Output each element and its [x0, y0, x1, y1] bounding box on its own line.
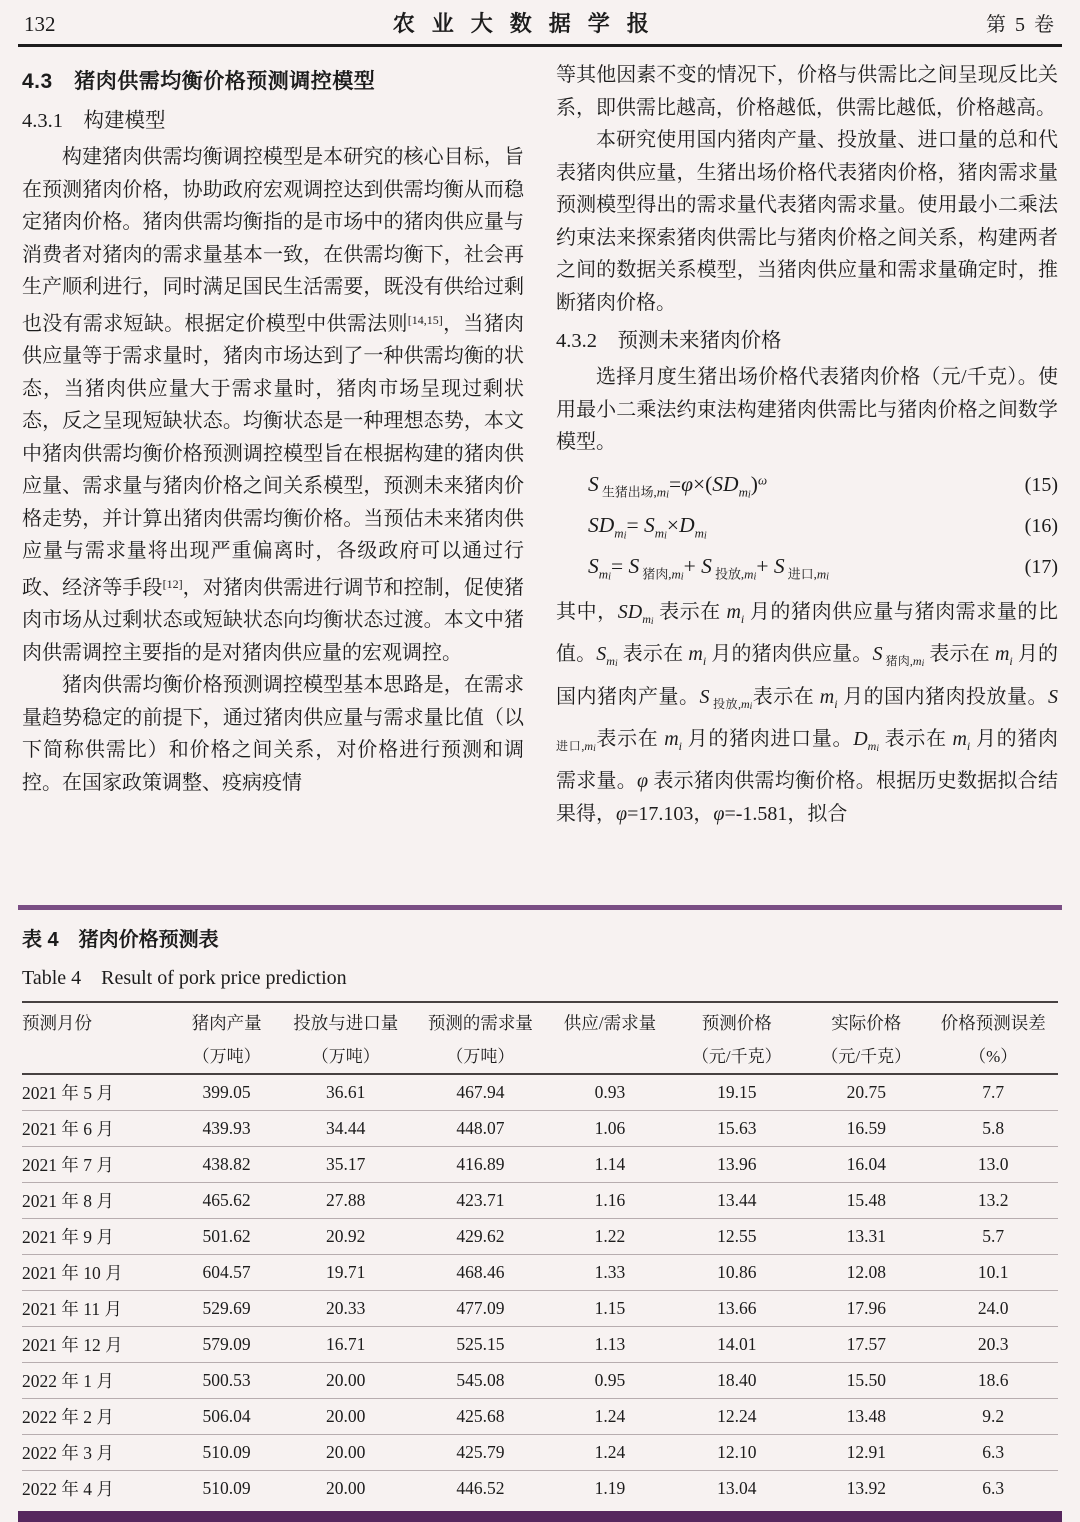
table-cell: 13.66	[717, 1298, 757, 1318]
table-cell: 10.1	[977, 1262, 1009, 1282]
left-column	[22, 59, 524, 905]
table-cell: 525.15	[456, 1334, 505, 1354]
table-cell: 0.93	[594, 1082, 626, 1102]
subsection-heading-4-3-1: 4.3.1 构建模型	[22, 110, 166, 132]
table-cell: 2021 年 11 月	[22, 1299, 122, 1319]
table-cell: 604.57	[202, 1262, 251, 1282]
equation-16	[556, 513, 1058, 541]
table-cell: 2021 年 8 月	[22, 1191, 114, 1211]
table-cell: 1.22	[594, 1226, 626, 1246]
table-cell: 423.71	[456, 1190, 505, 1210]
table-cell: 20.00	[326, 1370, 366, 1390]
table-cell: 1.16	[594, 1190, 626, 1210]
table-cell: 20.92	[326, 1226, 366, 1246]
table-cell: 1.15	[594, 1298, 626, 1318]
table-cell: 20.3	[977, 1334, 1009, 1354]
column-header: 价格预测误差 （%）	[940, 1013, 1046, 1066]
table-cell: 17.57	[846, 1334, 886, 1354]
section-heading-4-3: 4.3 猪肉供需均衡价格预测调控模型	[22, 70, 376, 93]
table-cell: 36.61	[326, 1082, 366, 1102]
pork-price-prediction-table	[22, 1001, 1058, 1506]
subsection-heading-4-3-2: 4.3.2 预测未来猪肉价格	[556, 330, 782, 352]
equation-17-number: (17)	[1024, 556, 1058, 579]
table-cell: 5.8	[982, 1118, 1005, 1138]
page-header	[0, 0, 1080, 38]
table-cell: 20.33	[326, 1298, 366, 1318]
table-cell: 0.95	[594, 1370, 626, 1390]
equation-15	[556, 472, 1058, 500]
table-cell: 35.17	[326, 1154, 366, 1174]
table-cell: 13.48	[846, 1406, 886, 1426]
table-cell: 12.55	[717, 1226, 757, 1246]
table-cell: 12.10	[717, 1442, 757, 1462]
table-cell: 20.00	[326, 1406, 366, 1426]
equation-15-body: S $_{生猪出场,mi}=\varphi\times(SD_{mi})^\omega$	[588, 471, 768, 500]
table-cell: 1.14	[594, 1154, 626, 1174]
table-cell: 501.62	[202, 1226, 251, 1246]
table-cell: 15.50	[846, 1370, 886, 1390]
table-cell: 510.09	[202, 1442, 251, 1462]
table-top-rule	[18, 905, 1062, 910]
table-cell: 20.00	[326, 1478, 366, 1498]
table-cell: 7.7	[982, 1082, 1005, 1102]
table-cell: 1.06	[594, 1118, 626, 1138]
table-cell: 19.15	[717, 1082, 757, 1102]
table-row	[22, 1291, 1058, 1327]
page-number: 132	[24, 12, 56, 36]
table-title-zh: 表 4 猪肉价格预测表	[22, 929, 219, 951]
column-header: 供应/需求量	[563, 1013, 657, 1033]
table-cell: 13.2	[977, 1190, 1009, 1210]
right-column	[556, 59, 1058, 905]
table-cell: 13.44	[717, 1190, 757, 1210]
table-cell: 439.93	[202, 1118, 251, 1138]
paragraph-model-construction: 构建猪肉供需均衡调控模型是本研究的核心目标，旨在预测猪肉价格，协助政府宏观调控达到供需均衡从而稳定猪肉价格。猪肉供需均衡指的是市场中的猪肉供应量与消费者对猪肉的需求量基本一致，在供需均衡下，社会再生产顺利进行，同时满足国民生活需要，既没有供给过剩也没有需求短缺。根据定价模型中供需法则[14,15]，当猪肉供应量等于需求量时，猪肉市场达到了一种供需均衡的状态，当猪肉供应量大于需求量时，猪肉市场呈现过剩状态，反之呈现短缺状态。均衡状态是一种理想态势，本文中猪肉供需均衡价格预测调控模型旨在根据构建的猪肉供应量、需求量与猪肉价格之间关系模型，预测未来猪肉价格走势，并计算出猪肉供需均衡价格。当预估未来猪肉供应量与需求量将出现严重偏离时，各级政府可以通过行政、经济等手段[12]，对猪肉供需进行调节和控制，促使猪肉市场从过剩状态或短缺状态向均衡状态过渡。本文中猪肉供需调控主要指的是对猪肉供应量的宏观调控。	[22, 146, 525, 664]
table-cell: 16.59	[846, 1118, 886, 1138]
paragraph-price-model: 选择月度生猪出场价格代表猪肉价格（元/千克）。使用最小二乘法约束法构建猪肉供需比与猪肉价格之间数学模型。	[556, 366, 1058, 453]
table-cell: 16.71	[326, 1334, 366, 1354]
table-cell: 2021 年 10 月	[22, 1263, 123, 1283]
table-row	[22, 1255, 1058, 1291]
table-cell: 416.89	[456, 1154, 505, 1174]
table-cell: 467.94	[456, 1082, 505, 1102]
table-header	[22, 1002, 1058, 1074]
table-cell: 6.3	[982, 1442, 1005, 1462]
column-header: 猪肉产量 （万吨）	[191, 1013, 262, 1066]
table-cell: 510.09	[202, 1478, 251, 1498]
table-cell: 1.19	[594, 1478, 626, 1498]
table-cell: 15.63	[717, 1118, 757, 1138]
table-row	[22, 1471, 1058, 1507]
equation-16-number: (16)	[1024, 514, 1058, 537]
table-cell: 2021 年 7 月	[22, 1155, 114, 1175]
table-cell: 18.40	[717, 1370, 757, 1390]
table-cell: 425.79	[456, 1442, 505, 1462]
table-cell: 20.00	[326, 1442, 366, 1462]
table-row	[22, 1363, 1058, 1399]
column-header: 预测月份	[22, 1013, 92, 1033]
table-cell: 5.7	[982, 1226, 1005, 1246]
table-cell: 13.0	[977, 1154, 1009, 1174]
table-cell: 438.82	[202, 1154, 251, 1174]
table-cell: 2021 年 9 月	[22, 1227, 114, 1247]
table-cell: 429.62	[456, 1226, 505, 1246]
table-cell: 34.44	[326, 1118, 366, 1138]
table-row	[22, 1327, 1058, 1363]
table-cell: 6.3	[982, 1478, 1005, 1498]
table-cell: 9.2	[982, 1406, 1005, 1426]
table-cell: 1.13	[594, 1334, 626, 1354]
table-cell: 1.33	[594, 1262, 626, 1282]
paragraph-model-idea: 猪肉供需均衡价格预测调控模型基本思路是，在需求量趋势稳定的前提下，通过猪肉供应量与需求量比值（以下简称供需比）和价格之间关系，对价格进行预测和调控。在国家政策调整、疫病疫情	[22, 674, 524, 794]
table-section	[0, 923, 1080, 1506]
table-cell: 1.24	[594, 1442, 626, 1462]
table-cell: 19.71	[326, 1262, 366, 1282]
table-cell: 12.24	[717, 1406, 757, 1426]
equation-15-number: (15)	[1024, 473, 1058, 496]
table-cell: 448.07	[456, 1118, 505, 1138]
table-cell: 579.09	[202, 1334, 251, 1354]
column-header: 实际价格 （元/千克）	[821, 1013, 912, 1066]
table-cell: 14.01	[717, 1334, 757, 1354]
table-cell: 13.31	[846, 1226, 886, 1246]
table-row	[22, 1219, 1058, 1255]
table-cell: 2022 年 3 月	[22, 1443, 114, 1463]
table-row	[22, 1147, 1058, 1183]
table-cell: 468.46	[456, 1262, 505, 1282]
table-title-en: Table 4 Result of pork price prediction	[22, 967, 347, 989]
table-row	[22, 1399, 1058, 1435]
equation-16-body: $SD_{mi}= S_{mi}\times D_{mi}$	[588, 512, 707, 542]
table-cell: 20.75	[846, 1082, 886, 1102]
table-cell: 13.96	[717, 1154, 757, 1174]
table-cell: 465.62	[202, 1190, 251, 1210]
table-cell: 399.05	[202, 1082, 251, 1102]
table-cell: 27.88	[326, 1190, 366, 1210]
table-row	[22, 1183, 1058, 1219]
volume-label: 第 5 卷	[985, 14, 1056, 36]
table-cell: 16.04	[846, 1154, 886, 1174]
table-bottom-rule	[18, 1511, 1062, 1522]
paragraph-inverse-relation: 等其他因素不变的情况下，价格与供需比之间呈现反比关系，即供需比越高，价格越低，供需比越低，价格越高。	[556, 64, 1058, 119]
table-body	[22, 1074, 1058, 1506]
table-cell: 545.08	[456, 1370, 505, 1390]
table-cell: 13.92	[846, 1478, 886, 1498]
table-row	[22, 1435, 1058, 1471]
column-header: 预测价格 （元/千克）	[691, 1013, 782, 1066]
table-cell: 13.04	[717, 1478, 757, 1498]
table-cell: 2021 年 6 月	[22, 1119, 114, 1139]
table-cell: 18.6	[977, 1370, 1009, 1390]
header-row	[22, 1002, 1058, 1074]
table-cell: 2022 年 4 月	[22, 1479, 114, 1499]
paragraph-symbol-definitions: 其中，$SD_{mi}$ 表示在 $m_i$ 月的猪肉供应量与猪肉需求量的比值。$S_{mi}$ 表示在 $m_i$ 月的猪肉供应量。S $_{猪肉,mi}$ 表示在 $m_i$ 月的国内猪肉产量。S $_{投放,mi}$表示在 $m_i$ 月的国内猪肉投放量。S $_{进口,mi}$表示在 $m_i$ 月的猪肉进口量。$D_{mi}$ 表示在 $m_i$ 月的猪肉需求量。φ 表示猪肉供需均衡价格。根据历史数据拟合结果得，φ=17.103，φ=-1.581，拟合	[556, 600, 1059, 825]
table-cell: 425.68	[456, 1406, 505, 1426]
table-cell: 2022 年 1 月	[22, 1371, 114, 1391]
table-cell: 446.52	[456, 1478, 505, 1498]
table-row	[22, 1074, 1058, 1111]
table-cell: 2021 年 12 月	[22, 1335, 123, 1355]
table-row	[22, 1111, 1058, 1147]
table-cell: 500.53	[202, 1370, 251, 1390]
paragraph-data-sources: 本研究使用国内猪肉产量、投放量、进口量的总和代表猪肉供应量，生猪出场价格代表猪肉价格，猪肉需求量预测模型得出的需求量代表猪肉需求量。使用最小二乘法约束法来探索猪肉供需比与猪肉价格之间关系，构建两者之间的数据关系模型，当猪肉供应量和需求量确定时，推断猪肉价格。	[556, 129, 1058, 314]
equation-17-body: $S_{mi}= S$ $_{猪肉,mi}$+ S $_{投放,mi}$+ S $_{进口,mi}$	[588, 554, 829, 583]
table-cell: 2022 年 2 月	[22, 1407, 114, 1427]
table-cell: 506.04	[202, 1406, 251, 1426]
table-cell: 10.86	[717, 1262, 757, 1282]
journal-title: 农业大数据学报	[392, 11, 666, 36]
table-cell: 12.08	[846, 1262, 886, 1282]
table-cell: 15.48	[846, 1190, 886, 1210]
table-cell: 17.96	[846, 1298, 886, 1318]
article-body	[0, 47, 1080, 905]
equation-17	[556, 554, 1058, 582]
table-cell: 1.24	[594, 1406, 626, 1426]
table-cell: 12.91	[846, 1442, 886, 1462]
column-header: 预测的需求量 （万吨）	[427, 1013, 533, 1066]
column-header: 投放与进口量 （万吨）	[293, 1013, 399, 1066]
table-cell: 2021 年 5 月	[22, 1083, 114, 1103]
table-cell: 24.0	[977, 1298, 1009, 1318]
table-cell: 529.69	[202, 1298, 251, 1318]
table-cell: 477.09	[456, 1298, 505, 1318]
